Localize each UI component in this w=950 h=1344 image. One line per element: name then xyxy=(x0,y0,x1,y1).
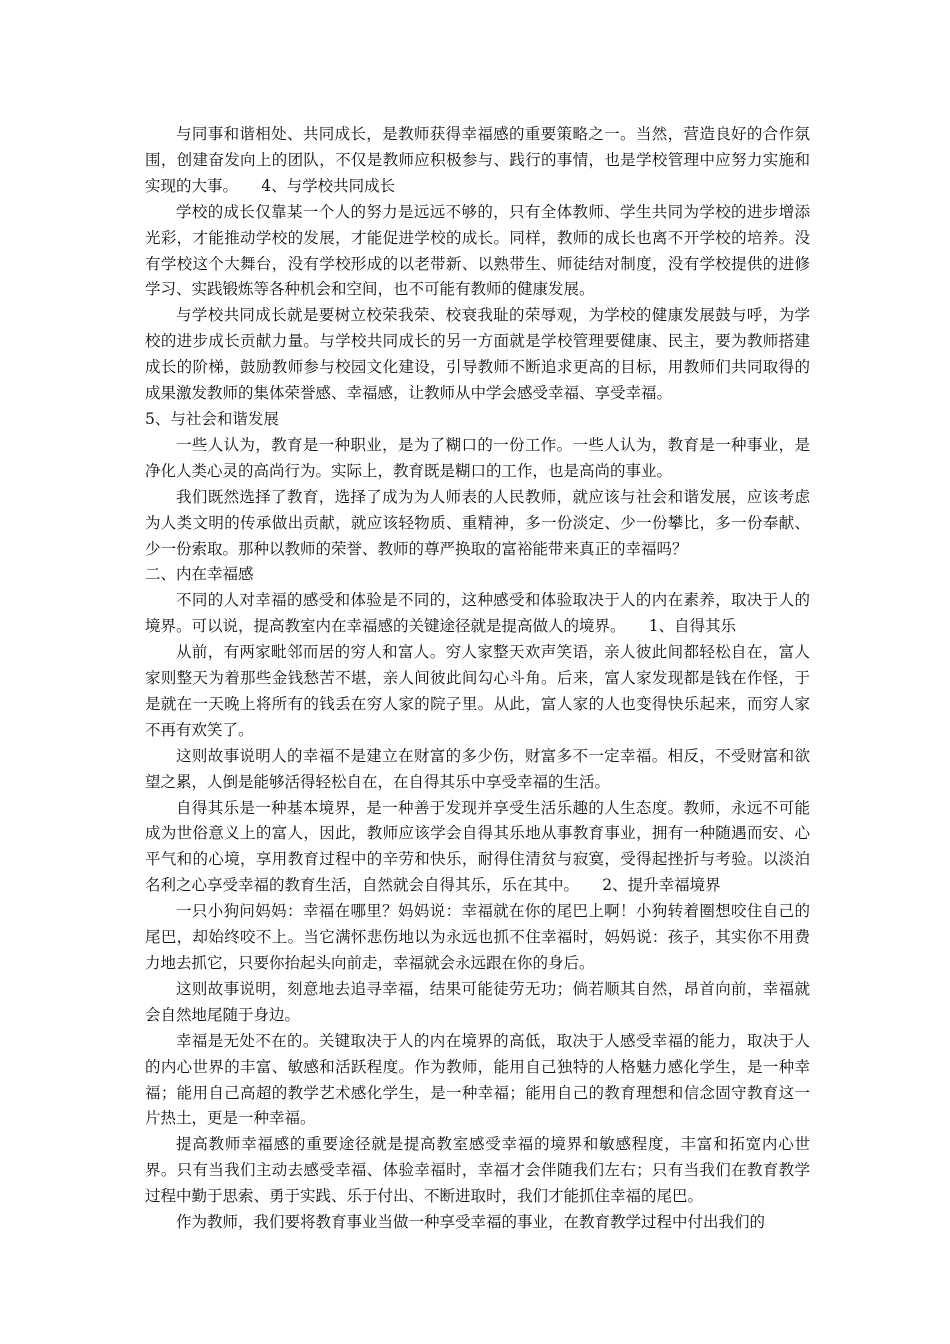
paragraph: 不同的人对幸福的感受和体验是不同的，这种感受和体验取决于人的内在素养，取决于人的境界。可以说，提高教室内在幸福感的关键途径就是提高做人的境界。 1、自得其乐 xyxy=(145,591,810,636)
paragraph: 一些人认为，教育是一种职业，是为了糊口的一份工作。一些人认为，教育是一种事业，是净化人类心灵的高尚行为。实际上，教育既是糊口的工作，也是高尚的事业。 xyxy=(145,435,810,480)
section-heading: 5、与社会和谐发展 xyxy=(145,409,279,428)
paragraph: 这则故事说明，刻意地去追寻幸福，结果可能徒劳无功；倘若顺其自然，昂首向前，幸福就会自然地尾随于身边。 xyxy=(145,979,810,1024)
section-heading: 二、内在幸福感 xyxy=(145,565,254,584)
paragraph: 学校的成长仅靠某一个人的努力是远远不够的，只有全体教师、学生共同为学校的进步增添光彩，才能推动学校的发展，才能促进学校的成长。同样，教师的成长也离不开学校的培养。没有学校这个大舞台，没有学校形成的以老带新、以熟带生、师徒结对制度，没有学校提供的进修学习、实践锻炼等各种机会和空间，也不可能有教师的健康发展。 xyxy=(145,202,810,299)
paragraph: 这则故事说明人的幸福不是建立在财富的多少伤，财富多不一定幸福。相反，不受财富和欲望之累，人倒是能够活得轻松自在，在自得其乐中享受幸福的生活。 xyxy=(145,746,810,791)
paragraph: 一只小狗问妈妈：幸福在哪里？妈妈说：幸福就在你的尾巴上啊！小狗转着圈想咬住自己的尾巴，却始终咬不上。当它满怀悲伤地以为永远也抓不住幸福时，妈妈说：孩子，其实你不用费力地去抓它，只要你抬起头向前走，幸福就会永远跟在你的身后。 xyxy=(145,902,810,972)
paragraph: 与同事和谐相处、共同成长，是教师获得幸福感的重要策略之一。当然，营造良好的合作氛围，创建奋发向上的团队，不仅是教师应积极参与、践行的事情，也是学校管理中应努力实施和实现的大事。 4、与学校共同成长 xyxy=(145,125,810,195)
paragraph: 我们既然选择了教育，选择了成为为人师表的人民教师，就应该与社会和谐发展，应该考虑为人类文明的传承做出贡献，就应该轻物质、重精神，多一份淡定、少一份攀比，多一份奉献、少一份索取。那种以教师的荣誉、教师的尊严换取的富裕能带来真正的幸福吗？ xyxy=(145,487,810,558)
paragraph: 自得其乐是一种基本境界，是一种善于发现并享受生活乐趣的人生态度。教师，永远不可能成为世俗意义上的富人，因此，教师应该学会自得其乐地从事教育事业，拥有一种随遇而安、心平气和的心境，享用教育过程中的辛劳和快乐，耐得住清贫与寂寞，受得起挫折与考验。以淡泊名利之心享受幸福的教育生活，自然就会自得其乐，乐在其中。 2、提升幸福境界 xyxy=(145,798,810,895)
paragraph: 从前，有两家毗邻而居的穷人和富人。穷人家整天欢声笑语，亲人彼此间都轻松自在，富人家则整天为着那些金钱愁苦不堪，亲人间彼此间勾心斗角。后来，富人家发现都是钱在作怪，于是就在一天晚上将所有的钱丢在穷人家的院子里。从此，富人家的人也变得快乐起来，而穷人家不再有欢笑了。 xyxy=(145,643,810,739)
document-page xyxy=(145,122,810,1236)
paragraph: 作为教师，我们要将教育事业当做一种享受幸福的事业，在教育教学过程中付出我们的 xyxy=(176,1213,766,1232)
paragraph: 幸福是无处不在的。关键取决于人的内在境界的高低，取决于人感受幸福的能力，取决于人的内心世界的丰富、敏感和活跃程度。作为教师，能用自己独特的人格魅力感化学生，是一种幸福；能用自己高超的教学艺术感化学生，是一种幸福；能用自己的教育理想和信念固守教育这一片热土，更是一种幸福。 xyxy=(145,1031,810,1128)
paragraph: 提高教师幸福感的重要途径就是提高教室感受幸福的境界和敏感程度，丰富和拓宽内心世界。只有当我们主动去感受幸福、体验幸福时，幸福才会伴随我们左右；只有当我们在教育教学过程中勤于思索、勇于实践、乐于付出、不断进取时，我们才能抓住幸福的尾巴。 xyxy=(145,1135,810,1206)
paragraph: 与学校共同成长就是要树立校荣我荣、校衰我耻的荣辱观，为学校的健康发展鼓与呼，为学校的进步成长贡献力量。与学校共同成长的另一方面就是学校管理要健康、民主，要为教师搭建成长的阶梯，鼓励教师参与校园文化建设，引导教师不断追求更高的目标，用教师们共同取得的成果激发教师的集体荣誉感、幸福感，让教师从中学会感受幸福、享受幸福。 xyxy=(145,306,810,403)
